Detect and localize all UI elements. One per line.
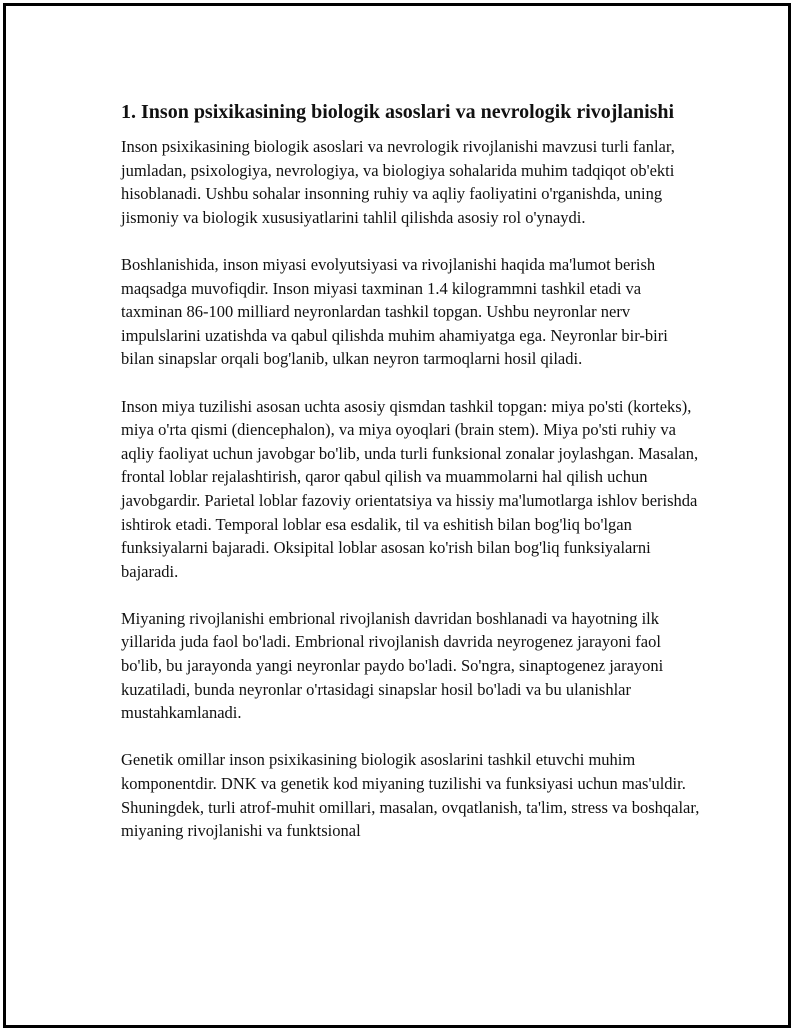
paragraph-5: Genetik omillar inson psixikasining biologik asoslarini tashkil etuvchi muhim komponentdir. DNK va genetik kod miyaning tuzilishi va funksiyasi uchun mas'uldir. Shuningdek, turli atrof-muhit omillari, masalan, ovqatlanish, ta'lim, stress va boshqalar, miyaning rivojlanishi va funktsional [121,750,700,841]
page-frame [3,3,791,1028]
document-body [121,98,701,866]
section-heading: 1. Inson psixikasining biologik asoslari va nevrologik rivojlanishi [121,101,675,123]
paragraph-4: Miyaning rivojlanishi embrional rivojlanish davridan boshlanadi va hayotning ilk yillarida juda faol bo'ladi. Embrional rivojlanish davrida neyrogenez jarayoni faol bo'lib, bu jarayonda yangi neyronlar paydo bo'ladi. So'ngra, sinaptogenez jarayoni kuzatiladi, bunda neyronlar o'rtasidagi sinapslar hosil bo'ladi va bu ulanishlar mustahkamlanadi. [121,608,664,723]
paragraph-3: Inson miya tuzilishi asosan uchta asosiy qismdan tashkil topgan: miya po'sti (korteks), miya o'rta qismi (diencephalon), va miya oyoqlari (brain stem). Miya po'sti ruhiy va aqliy faoliyat uchun javobgar bo'lib, unda turli funksional zonalar joylashgan. Masalan, frontal loblar rejalashtirish, qaror qabul qilish va muammolarni hal qilish uchun javobgardir. Parietal loblar fazoviy orientatsiya va hissiy ma'lumotlarga ishlov berishda ishtirok etadi. Temporal loblar esa esdalik, til va eshitish bilan bog'liq bo'lgan funksiyalarni bajaradi. Oksipital loblar asosan ko'rish bilan bog'liq funksiyalarni bajaradi. [121,396,699,581]
paragraph-2: Boshlanishida, inson miyasi evolyutsiyasi va rivojlanishi haqida ma'lumot berish maqsadga muvofiqdir. Inson miyasi taxminan 1.4 kilogrammni tashkil etadi va taxminan 86-100 milliard neyronlardan tashkil topgan. Ushbu neyronlar nerv impulslarini uzatishda va qabul qilishda muhim ahamiyatga ega. Neyronlar bir-biri bilan sinapslar orqali bog'lanib, ulkan neyron tarmoqlarni hosil qiladi. [121,254,668,369]
paragraph-1: Inson psixikasining biologik asoslari va nevrologik rivojlanishi mavzusi turli fanlar, jumladan, psixologiya, nevrologiya, va biologiya sohalarida muhim tadqiqot ob'ekti hisoblanadi. Ushbu sohalar insonning ruhiy va aqliy faoliyatini o'rganishda, uning jismoniy va biologik xususiyatlarini tahlil qilishda asosiy rol o'ynaydi. [121,137,675,227]
